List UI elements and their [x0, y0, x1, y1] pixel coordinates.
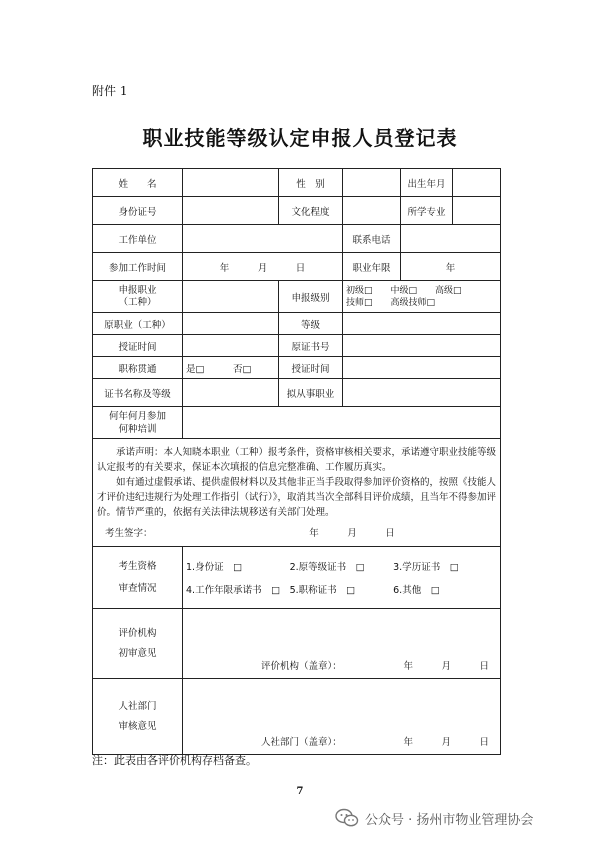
hr-review-field[interactable]: [183, 679, 501, 755]
training-field[interactable]: [183, 407, 501, 439]
watermark: [335, 808, 533, 828]
issue-date-label: 授证时间: [93, 335, 183, 357]
gender-field[interactable]: [343, 169, 401, 197]
watermark-text: 公众号 · 扬州市物业管理协会: [365, 812, 534, 828]
major-label: 所学专业: [401, 197, 453, 225]
initial-review-field[interactable]: [183, 609, 501, 679]
check-education-cert[interactable]: 3.学历证书 □: [393, 562, 459, 573]
grade-label: 等级: [279, 313, 343, 335]
issue-date-label-2: 授证时间: [279, 357, 343, 379]
initial-review-stamp: 评价机构（盖章）： 年 月 日: [260, 661, 489, 672]
phone-field[interactable]: [401, 225, 501, 253]
employer-field[interactable]: [183, 225, 343, 253]
id-field[interactable]: [183, 197, 279, 225]
check-orig-cert[interactable]: 2.原等级证书 □: [289, 562, 365, 573]
birth-label: 出生年月: [401, 169, 453, 197]
check-title-cert[interactable]: 5.职称证书 □: [289, 585, 356, 596]
check-work-years[interactable]: 4.工作年限承诺书 □: [186, 585, 281, 596]
training-label: 何年何月参加 何种培训: [93, 407, 183, 439]
birth-field[interactable]: [453, 169, 501, 197]
name-field[interactable]: [183, 169, 279, 197]
work-start-field[interactable]: 年 月 日: [183, 253, 343, 281]
cert-name-field[interactable]: [183, 379, 279, 407]
occupation-field[interactable]: [183, 281, 279, 313]
id-label: 身份证号: [93, 197, 183, 225]
major-field[interactable]: [453, 197, 501, 225]
level-label: 申报级别: [279, 281, 343, 313]
occupation-label: 申报职业 （工种）: [93, 281, 183, 313]
page-title: 职业技能等级认定申报人员登记表: [142, 126, 458, 150]
grade-field[interactable]: [343, 313, 501, 335]
commitment-paragraph-2: 如有通过虚假承诺、提供虚假材料以及其他非正当手段取得参加评价资格的，按照《技能人才评价违纪违规行为处理工作指引（试行）》，取消其当次全部科目评价成绩，且当年不得参加评价。情节严重的，依据有关法律法规移送有关部门处理。: [97, 476, 497, 518]
review-checklist: [183, 547, 501, 609]
attachment-label: 附件 1: [92, 84, 128, 98]
issue-date-field[interactable]: [183, 335, 279, 357]
orig-cert-field[interactable]: [343, 335, 501, 357]
intended-occupation-field[interactable]: [343, 379, 501, 407]
check-other[interactable]: 6.其他 □: [393, 585, 440, 596]
orig-cert-label: 原证书号: [279, 335, 343, 357]
education-label: 文化程度: [279, 197, 343, 225]
phone-label: 联系电话: [343, 225, 401, 253]
hr-review-label: 人社部门 审核意见: [93, 679, 183, 755]
title-link-label: 职称贯通: [93, 357, 183, 379]
work-years-field[interactable]: 年: [401, 253, 501, 281]
page-number: 7: [296, 786, 304, 797]
work-start-label: 参加工作时间: [93, 253, 183, 281]
name-label: 姓 名: [93, 169, 183, 197]
employer-label: 工作单位: [93, 225, 183, 253]
registration-form: [92, 168, 501, 755]
check-id-card[interactable]: 1.身份证 □: [186, 562, 243, 573]
issue-date-field-2[interactable]: [343, 357, 501, 379]
hr-review-stamp: 人社部门（盖章）： 年 月 日: [260, 737, 489, 748]
review-label: 考生资格 审查情况: [93, 547, 183, 609]
education-field[interactable]: [343, 197, 401, 225]
work-years-label: 职业年限: [343, 253, 401, 281]
commitment-paragraph-1: 承诺声明：本人知晓本职业（工种）报考条件，资格审核相关要求，承诺遵守职业技能等级认定报考的有关要求，保证本次填报的信息完整准确、工作履历真实。: [97, 446, 497, 473]
commitment-statement: [93, 439, 501, 547]
title-link-options[interactable]: 是□ 否□: [183, 357, 279, 379]
footnote: 注：此表由各评价机构存档备查。: [92, 754, 257, 767]
initial-review-label: 评价机构 初审意见: [93, 609, 183, 679]
level-options[interactable]: 初级□ 中级□ 高级□ 技师□ 高级技师□: [343, 281, 501, 313]
orig-occupation-label: 原职业（工种）: [93, 313, 183, 335]
candidate-signature[interactable]: 考生签字： 年 月 日: [105, 527, 395, 539]
cert-name-label: 证书名称及等级: [93, 379, 183, 407]
orig-occupation-field[interactable]: [183, 313, 279, 335]
wechat-icon: [335, 808, 359, 828]
intended-occupation-label: 拟从事职业: [279, 379, 343, 407]
gender-label: 性 别: [279, 169, 343, 197]
